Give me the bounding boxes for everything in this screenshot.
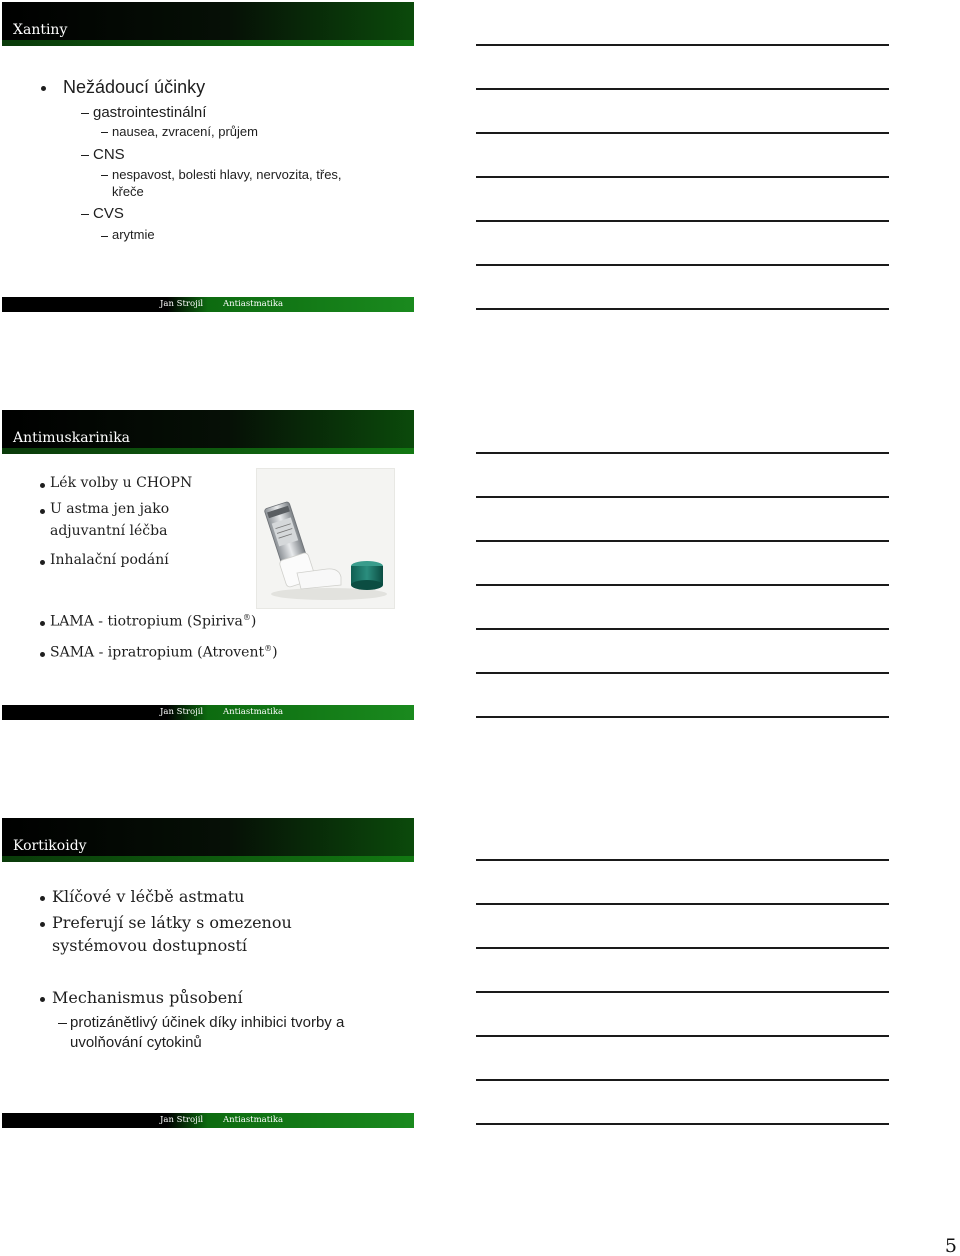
registered-mark: ® xyxy=(264,644,273,653)
note-line xyxy=(476,496,889,498)
bullet-dot xyxy=(40,997,45,1002)
note-line xyxy=(476,1079,889,1081)
footer-author: Jan Strojil xyxy=(160,707,204,717)
note-line xyxy=(476,44,889,46)
note-line xyxy=(476,88,889,90)
bullet-text: U astma jen jako xyxy=(50,501,170,517)
dash-marker xyxy=(81,214,89,215)
bullet-dot xyxy=(40,621,45,626)
note-line xyxy=(476,308,889,310)
inhaler-illustration xyxy=(257,469,396,610)
slide-footer xyxy=(2,705,414,720)
note-line xyxy=(476,540,889,542)
sub-bullet-text: gastrointestinální xyxy=(93,104,207,121)
dash-marker xyxy=(101,175,108,176)
sub-bullet-text: protizánětlivý účinek díky inhibici tvorby a xyxy=(70,1014,345,1031)
note-line xyxy=(476,859,889,861)
footer-author: Jan Strojil xyxy=(160,1115,204,1125)
sub-sub-bullet-text: nausea, zvracení, průjem xyxy=(112,124,258,139)
bullet-text-lama xyxy=(50,613,256,630)
footer-topic: Antiastmatika xyxy=(223,299,284,309)
lama-text: LAMA - tiotropium (Spiriva xyxy=(50,613,243,630)
bullet-text: Preferují se látky s omezenou xyxy=(52,913,292,932)
bullet-text: Klíčové v léčbě astmatu xyxy=(52,887,245,906)
bullet-text: Inhalační podání xyxy=(50,552,169,568)
bullet-text-sama xyxy=(50,644,278,661)
bullet-text-cont: adjuvantní léčba xyxy=(50,523,168,539)
slide-title: Kortikoidy xyxy=(13,838,87,854)
slide-xantiny xyxy=(2,2,414,314)
sub-bullet-text: CVS xyxy=(93,205,124,222)
footer-topic: Antiastmatika xyxy=(223,1115,284,1125)
bullet-dot xyxy=(40,922,45,927)
bullet-dot xyxy=(40,896,45,901)
slide-title: Xantiny xyxy=(13,22,68,38)
note-line xyxy=(476,672,889,674)
bullet-dot xyxy=(40,509,45,514)
note-line xyxy=(476,1123,889,1125)
inhaler-image xyxy=(256,468,395,609)
note-line xyxy=(476,903,889,905)
page-number: 5 xyxy=(944,1235,957,1256)
dash-marker xyxy=(58,1023,67,1024)
note-line xyxy=(476,220,889,222)
footer-author: Jan Strojil xyxy=(160,299,204,309)
note-line xyxy=(476,264,889,266)
sub-bullet-text-cont: uvolňování cytokinů xyxy=(70,1034,202,1051)
dash-marker xyxy=(81,155,89,156)
bullet-text-cont: systémovou dostupností xyxy=(52,936,247,955)
sub-sub-bullet-text-cont: křeče xyxy=(112,184,144,199)
note-line xyxy=(476,1035,889,1037)
sub-bullet-text: CNS xyxy=(93,146,125,163)
slide-title: Antimuskarinika xyxy=(13,430,131,446)
bullet-text: Lék volby u CHOPN xyxy=(50,475,193,491)
sama-text: SAMA - ipratropium (Atrovent xyxy=(50,644,265,661)
slide-kortikoidy xyxy=(2,818,414,1130)
note-line xyxy=(476,947,889,949)
sub-sub-bullet-text: nespavost, bolesti hlavy, nervozita, třes, xyxy=(112,167,342,182)
slide-footer xyxy=(2,1113,414,1128)
slide-content xyxy=(2,410,414,705)
close-paren: ) xyxy=(250,613,257,630)
slide-antimuskarinika xyxy=(2,410,414,722)
bullet-text: Mechanismus působení xyxy=(52,988,243,1007)
close-paren: ) xyxy=(272,644,278,661)
note-line xyxy=(476,628,889,630)
bullet-dot xyxy=(41,86,46,91)
note-line xyxy=(476,452,889,454)
dash-marker xyxy=(101,132,108,133)
footer-topic: Antiastmatika xyxy=(223,707,284,717)
dash-marker xyxy=(101,236,108,237)
note-line xyxy=(476,716,889,718)
slide-content xyxy=(2,2,414,297)
bullet-dot xyxy=(40,560,45,565)
slide-content xyxy=(2,818,414,1113)
dash-marker xyxy=(81,113,89,114)
sub-sub-bullet-text: arytmie xyxy=(112,227,155,242)
bullet-text: Nežádoucí účinky xyxy=(63,77,206,97)
note-line xyxy=(476,584,889,586)
bullet-dot xyxy=(40,652,45,657)
bullet-dot xyxy=(40,483,45,488)
registered-mark: ® xyxy=(242,613,251,622)
note-line xyxy=(476,991,889,993)
note-line xyxy=(476,132,889,134)
note-line xyxy=(476,176,889,178)
slide-footer xyxy=(2,297,414,312)
